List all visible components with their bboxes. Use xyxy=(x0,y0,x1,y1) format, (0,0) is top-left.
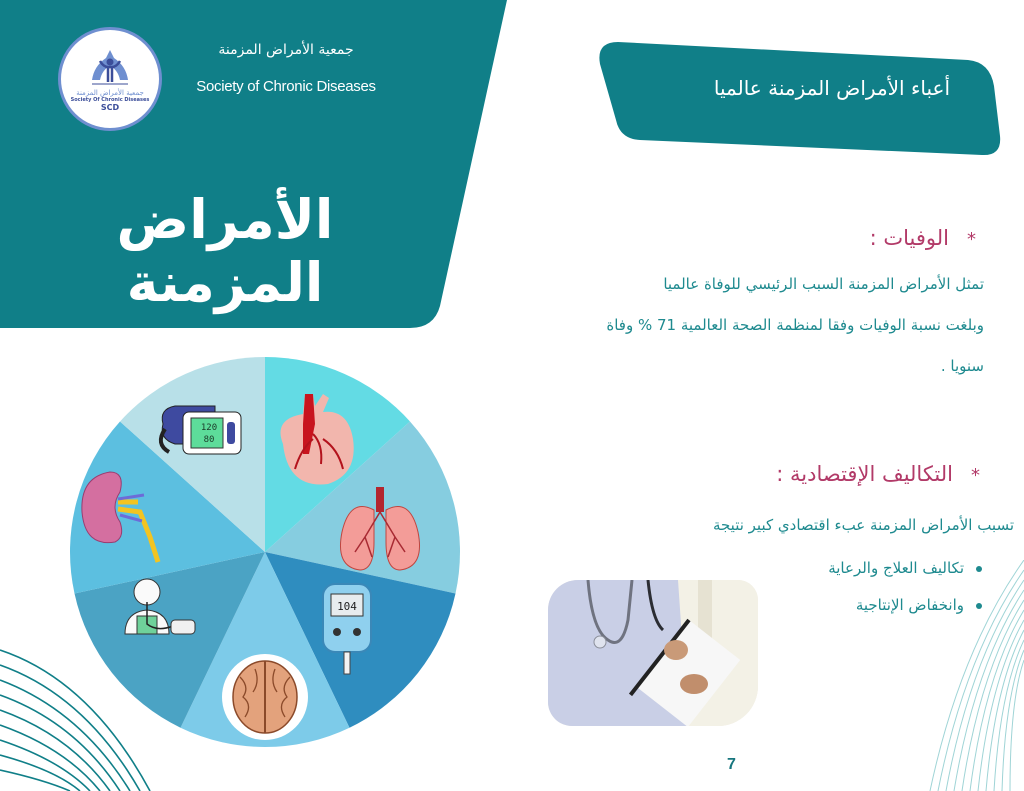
logo-text-en: Society Of Chronic Diseases xyxy=(70,97,150,103)
logo-text-ar: جمعية الأمراض المزمنة xyxy=(76,89,144,97)
mortality-heading xyxy=(870,226,976,250)
section-title: أعباء الأمراض المزمنة عالميا xyxy=(713,76,950,100)
org-name-english: Society of Chronic Diseases xyxy=(196,78,376,95)
svg-text:120: 120 xyxy=(200,423,218,433)
bullet-dot xyxy=(976,566,982,572)
org-name-arabic: جمعية الأمراض المزمنة xyxy=(218,42,354,58)
mortality-heading-text: الوفيات : xyxy=(869,226,949,250)
logo-abbreviation: SCD xyxy=(100,103,120,112)
mortality-line: وبلغت نسبة الوفيات وفقا لمنظمة الصحة العالمية 71 % وفاة xyxy=(606,316,984,334)
bullet-dot xyxy=(976,603,982,609)
mortality-paragraph xyxy=(514,264,984,387)
svg-text:80: 80 xyxy=(203,435,215,445)
economic-heading xyxy=(776,462,980,486)
bullet-star: * xyxy=(971,465,980,486)
emblem-icon xyxy=(86,48,134,88)
doctor-photo xyxy=(548,580,758,726)
mortality-line: تمثل الأمراض المزمنة السبب الرئيسي للوفاة عالميا xyxy=(663,275,984,293)
page-number: 7 xyxy=(727,756,736,773)
list-item: تكاليف العلاج والرعاية xyxy=(828,550,982,587)
list-item: وانخفاض الإنتاجية xyxy=(828,587,982,624)
economic-list xyxy=(828,550,982,624)
economic-intro: تسبب الأمراض المزمنة عبء اقتصادي كبير نتيجة xyxy=(712,516,1014,534)
svg-text:104: 104 xyxy=(337,600,357,613)
society-logo xyxy=(58,27,162,131)
doctor-with-clipboard-image xyxy=(548,580,758,726)
page-title: الأمراض المزمنة xyxy=(116,188,334,314)
economic-heading-text: التكاليف الإقتصادية : xyxy=(776,462,953,486)
mortality-line: سنويا . xyxy=(940,357,984,375)
brain-icon xyxy=(222,654,308,740)
bullet-star: * xyxy=(967,229,976,250)
chronic-diseases-illustration xyxy=(70,357,460,747)
